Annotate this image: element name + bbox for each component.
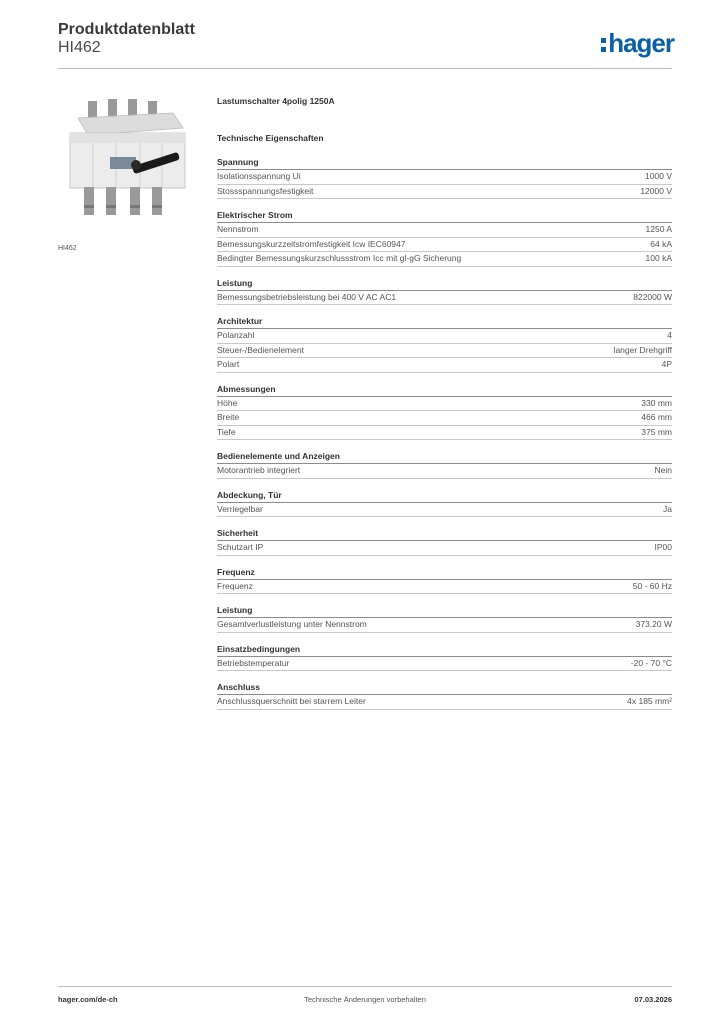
spec-value: 375 mm	[641, 426, 672, 437]
footer-date: 07.03.2026	[634, 995, 672, 1004]
section-heading: Technische Eigenschaften	[217, 133, 324, 143]
spec-value: 100 kA	[645, 253, 672, 263]
spec-group	[217, 209, 672, 267]
spec-group	[217, 527, 672, 556]
spec-group-title: Anschluss	[217, 681, 672, 695]
spec-group-title: Leistung	[217, 277, 672, 291]
hager-logo[interactable]	[601, 28, 674, 59]
spec-row	[217, 358, 672, 373]
spec-group	[217, 681, 672, 710]
spec-value: 466 mm	[641, 412, 672, 422]
spec-groups	[217, 156, 672, 710]
spec-label: Frequenz	[217, 580, 253, 591]
spec-label: Schutzart IP	[217, 542, 264, 552]
spec-value: 50 - 60 Hz	[632, 580, 672, 591]
spec-value: 373.20 W	[635, 619, 672, 629]
spec-value: langer Drehgriff	[613, 344, 672, 355]
product-image	[58, 93, 198, 233]
spec-row	[217, 503, 672, 518]
spec-row	[217, 252, 672, 267]
spec-content	[217, 96, 672, 720]
spec-label: Anschlussquerschnitt bei starrem Leiter	[217, 696, 366, 706]
spec-group-title: Abmessungen	[217, 383, 672, 397]
spec-value: 12000 V	[640, 185, 672, 196]
spec-label: Höhe	[217, 397, 238, 408]
spec-label: Breite	[217, 412, 240, 422]
logo-dots-icon	[601, 36, 606, 52]
spec-group	[217, 604, 672, 633]
spec-label: Polart	[217, 359, 240, 369]
spec-row	[217, 695, 672, 710]
spec-group-title: Bedienelemente und Anzeigen	[217, 450, 672, 464]
switch-disconnector-icon	[58, 93, 198, 233]
spec-group	[217, 315, 672, 373]
spec-value: 1000 V	[645, 171, 672, 181]
spec-group-title: Leistung	[217, 604, 672, 618]
spec-group	[217, 450, 672, 479]
spec-row	[217, 580, 672, 595]
spec-row	[217, 464, 672, 479]
image-caption: HI462	[58, 245, 77, 252]
spec-value: Nein	[654, 465, 672, 475]
spec-group-title: Elektrischer Strom	[217, 209, 672, 223]
spec-value: 4P	[661, 359, 672, 369]
spec-label: Bemessungsbetriebsleistung bei 400 V AC AC1	[217, 291, 397, 302]
header-divider	[58, 68, 672, 69]
spec-label: Steuer-/Bedienelement	[217, 344, 304, 355]
spec-row	[217, 426, 672, 441]
spec-row	[217, 238, 672, 253]
spec-label: Stossspannungsfestigkeit	[217, 185, 314, 196]
spec-value: IP00	[654, 542, 672, 552]
spec-label: Motorantrieb integriert	[217, 465, 301, 475]
spec-row	[217, 657, 672, 672]
spec-row	[217, 541, 672, 556]
spec-row	[217, 329, 672, 344]
spec-label: Gesamtverlustleistung unter Nennstrom	[217, 619, 367, 629]
spec-value: 4	[667, 330, 672, 340]
product-code: HI462	[58, 39, 101, 56]
spec-value: 64 kA	[650, 238, 672, 249]
product-name: Lastumschalter 4polig 1250A	[217, 96, 335, 106]
page-title: Produktdatenblatt	[58, 21, 195, 38]
spec-label: Bemessungskurzzeitstromfestigkeit Icw IEC60947	[217, 238, 406, 249]
spec-row	[217, 170, 672, 185]
spec-row	[217, 397, 672, 412]
spec-value: -20 - 70 °C	[630, 657, 672, 668]
footer-website-link[interactable]: hager.com/de-ch	[58, 995, 118, 1004]
spec-group-title: Sicherheit	[217, 527, 672, 541]
spec-label: Verriegelbar	[217, 503, 263, 514]
spec-group-title: Abdeckung, Tür	[217, 489, 672, 503]
spec-label: Betriebstemperatur	[217, 657, 290, 668]
spec-row	[217, 344, 672, 359]
spec-group	[217, 566, 672, 595]
spec-row	[217, 411, 672, 426]
spec-value: Ja	[663, 503, 672, 514]
spec-group	[217, 489, 672, 518]
spec-label: Nennstrom	[217, 224, 259, 234]
logo-text: hager	[608, 28, 674, 58]
spec-row	[217, 185, 672, 200]
spec-group-title: Frequenz	[217, 566, 672, 580]
spec-group	[217, 643, 672, 672]
footer-disclaimer: Technische Änderungen vorbehalten	[304, 995, 426, 1004]
spec-group-title: Architektur	[217, 315, 672, 329]
spec-value: 330 mm	[641, 397, 672, 408]
spec-value: 4x 185 mm²	[627, 696, 672, 706]
footer-divider	[58, 986, 672, 987]
spec-group	[217, 277, 672, 306]
spec-row	[217, 291, 672, 306]
spec-group-title: Spannung	[217, 156, 672, 170]
spec-label: Tiefe	[217, 426, 236, 437]
spec-label: Bedingter Bemessungskurzschlussstrom Icc mit gl-gG Sicherung	[217, 253, 462, 263]
spec-group	[217, 383, 672, 441]
spec-label: Isolationsspannung Ui	[217, 171, 301, 181]
spec-value: 1250 A	[645, 224, 672, 234]
spec-value: 822000 W	[633, 291, 672, 302]
spec-row	[217, 618, 672, 633]
spec-label: Polanzahl	[217, 330, 255, 340]
spec-row	[217, 223, 672, 238]
spec-group-title: Einsatzbedingungen	[217, 643, 672, 657]
spec-group	[217, 156, 672, 199]
